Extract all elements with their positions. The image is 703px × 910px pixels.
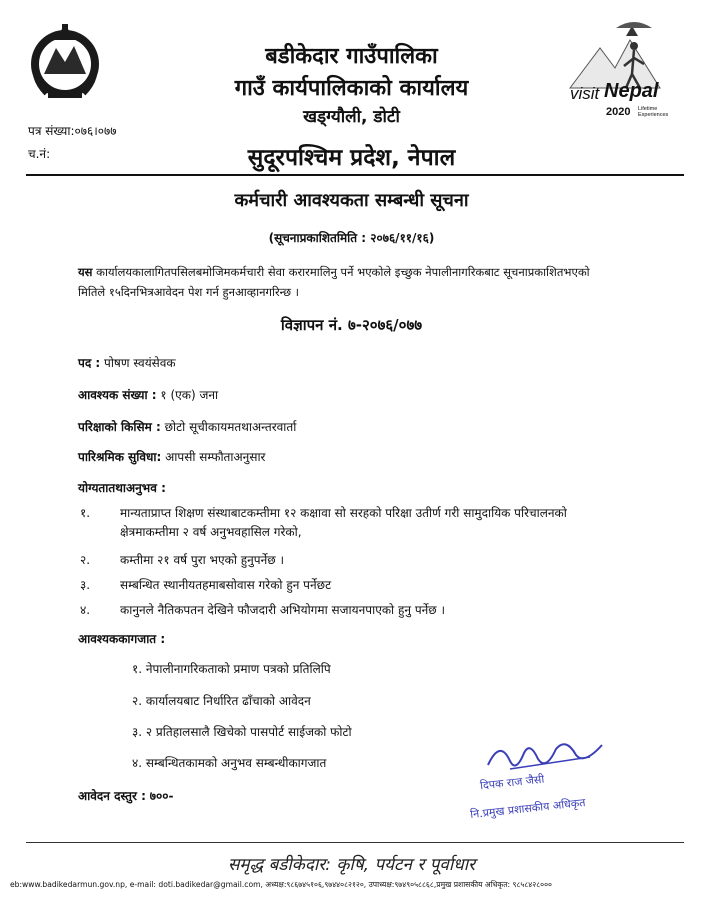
post-value: पोषण स्वयंसेवक	[104, 356, 176, 370]
application-fee-field	[78, 787, 173, 804]
qualification-item: कम्तीमा २१ वर्ष पुरा भएको हुनुपर्नेछ ।	[120, 553, 285, 567]
letter-reference-number: पत्र संख्या:०७६।०७७	[28, 124, 117, 138]
count-label: आवश्यक संख्या :	[78, 388, 157, 402]
qualification-number: २.	[80, 553, 91, 567]
documents-heading	[78, 630, 165, 647]
municipality-name: बडीकेदार गाउँपालिका	[265, 44, 438, 69]
logo-nepal-text: Nepal	[604, 80, 659, 102]
advertisement-number: विज्ञापन नं. ७-२०७६/०७७	[280, 316, 423, 334]
post-label: पद :	[78, 356, 101, 370]
officer-signature-stamp	[470, 735, 620, 830]
document-item: १. नेपालीनागरिकताको प्रमाण पत्रको प्रतिलिपि	[132, 662, 331, 676]
notice-title: कर्मचारी आवश्यकता सम्बन्धी सूचना	[234, 190, 469, 211]
document-item: २. कार्यालयबाट निर्धारित ढाँचाको आवेदन	[132, 694, 311, 708]
logo-visit-text: visit	[570, 84, 600, 103]
qualification-number: ४.	[80, 603, 91, 617]
salary-label: पारिश्रमिक सुविधा:	[78, 450, 162, 464]
fee-value: ७००-	[149, 789, 174, 803]
intro-lead-word: यस	[78, 265, 93, 279]
exam-label: परिक्षाको किसिम :	[78, 420, 161, 434]
office-name: गाउँ कार्यपालिकाको कार्यालय	[234, 76, 469, 101]
qualification-number: ३.	[80, 578, 91, 592]
handwritten-signature-icon	[480, 735, 610, 775]
header-divider	[26, 174, 684, 176]
exam-value: छोटो सूचीकायमतथाअन्तरवार्ता	[164, 420, 297, 434]
fee-label: आवेदन दस्तुर :	[78, 789, 146, 803]
dispatch-number: च.नं:	[28, 147, 51, 161]
signatory-title: नि.प्रमुख प्रशासकीय अधिकृत	[469, 795, 587, 822]
salary-field	[78, 448, 265, 465]
exam-type-field	[78, 418, 296, 435]
footer-slogan: समृद्ध बडीकेदार: कृषि, पर्यटन र पूर्वाधार	[227, 855, 476, 875]
post-field	[78, 354, 176, 371]
document-item: ४. सम्बन्धितकामको अनुभव सम्बन्धीकागजात	[132, 756, 327, 770]
logo-year-text: 2020	[606, 106, 631, 118]
qualification-item: सम्बन्धित स्थानीयतहमाबसोवास गरेको हुन पर्नेछट	[120, 578, 332, 592]
document-item: ३. २ प्रतिहालसालै खिचेको पासपोर्ट साईजको फोटो	[132, 725, 352, 739]
required-count-field	[78, 386, 218, 403]
qualification-item: कानुनले नैतिकपतन देखिने फौजदारी अभियोगमा सजायनपाएको हुनु पर्नेछ ।	[120, 603, 446, 617]
qualification-number: १.	[80, 506, 91, 520]
intro-body-text: कार्यालयकालागितपसिलबमोजिमकर्मचारी सेवा करारमालिनु पर्ने भएकोले इच्छुक नेपालीनागरिकबाट सूचनाप्रकाशितभएको मितिले १५दिनभित्रआवेदन पेश गर्न हुनआव्हानगरिन्छ ।	[78, 265, 590, 299]
notice-intro	[78, 262, 598, 302]
footer-contact-info: eb:www.badikedarmun.gov.np, e-mail: doti.badikedar@gmail.com, अध्यक्ष:९८६७४५१०६,९७४४०८२१२०, उपाध्यक्ष:९७४९०५८८६८,प्रमुख प्रशासकीय अधिकृत: ९८५८४२८०००	[10, 880, 552, 889]
office-location: खड्ग्यौली, डोटी	[303, 107, 400, 127]
salary-value: आपसी सम्फौताअनुसार	[165, 450, 266, 464]
qualification-label: योग्यतातथाअनुभव :	[78, 481, 166, 495]
documents-label: आवश्यककागजात :	[78, 632, 166, 646]
count-value: १ (एक) जना	[160, 388, 219, 402]
footer-divider	[26, 842, 684, 843]
qualification-item: मान्यताप्राप्त शिक्षण संस्थाबाटकम्तीमा १२ कक्षावा सो सरहको परिक्षा उतीर्ण गरी सामुदायिक परिचालनको क्षेत्रमाकम्तीमा २ वर्ष अनुभवहासिल गरेको,	[120, 506, 567, 539]
province-name: सुदूरपश्चिम प्रदेश, नेपाल	[247, 145, 456, 171]
publication-date: (सूचनाप्रकाशितमिति : २०७६/११/१६)	[268, 231, 435, 245]
logo-tagline-text: Lifetime Experiences	[638, 106, 669, 118]
signatory-name: दिपक राज जैसी	[479, 772, 545, 793]
qualification-heading	[78, 479, 166, 496]
